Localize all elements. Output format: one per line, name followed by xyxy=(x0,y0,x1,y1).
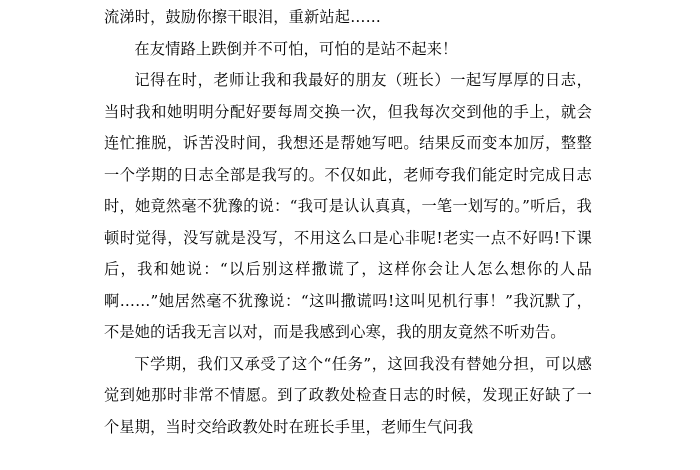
document-body xyxy=(104,0,592,443)
paragraph-1: 流涕时，鼓励你擦干眼泪，重新站起…… xyxy=(104,8,381,26)
paragraph-2: 在友情路上跌倒并不可怕，可怕的是站不起来！ xyxy=(134,39,458,58)
paragraph-4: 下学期，我们又承受了这个“任务”，这回我没有替她分担，可以感觉到她那时非常不情愿。到了政教处检查日志的时候，发现正好缺了一个星期，当时交给政教处时在班长手里，老师生气问我 xyxy=(104,354,592,436)
paragraph-3: 记得在时，老师让我和我最好的朋友（班长）一起写厚厚的日志，当时我和她明明分配好要每周交换一次，但我每次交到他的手上，就会连忙推脱，诉苦没时间，我想还是帮她写吧。结果反而变本加厉，整整一个学期的日志全部是我写的。不仅如此，老师夸我们能定时完成日志时，她竟然毫不犹豫的说：“我可是认认真真，一笔一划写的。”听后，我顿时觉得，没写就是没写，不用这么口是心非呢!老实一点不好吗!下课后，我和她说：“以后别这样撒谎了，这样你会让人怎么想你的人品啊……”她居然毫不犹豫说：“这叫撒谎吗!这叫见机行事！”我沉默了，不是她的话我无言以对，而是我感到心寒，我的朋友竟然不听劝告。 xyxy=(104,71,592,341)
